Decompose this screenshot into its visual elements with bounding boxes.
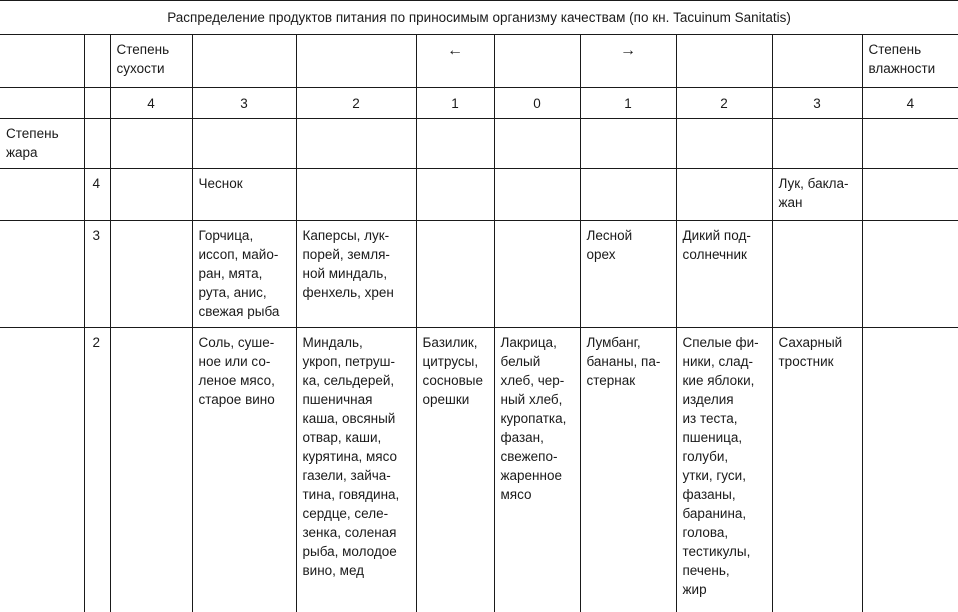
- table-cell: [862, 169, 958, 221]
- scale-value: 0: [494, 88, 580, 119]
- table-cell: [110, 328, 192, 612]
- table-cell: Дикий под- солнечник: [676, 221, 772, 328]
- heat-empty-cell: [494, 119, 580, 169]
- heat-empty-cell: [84, 119, 110, 169]
- header-empty-cell: [772, 35, 862, 88]
- title-row: [0, 1, 958, 35]
- heat-empty-cell: [580, 119, 676, 169]
- table-row: [0, 221, 958, 328]
- table-cell: [296, 169, 416, 221]
- heat-empty-cell: [772, 119, 862, 169]
- table-cell: [862, 221, 958, 328]
- table-cell: [772, 221, 862, 328]
- heat-empty-cell: [862, 119, 958, 169]
- scale-value: 3: [772, 88, 862, 119]
- table-cell: Горчица, иссоп, майо- ран, мята, рута, анис, свежая рыба: [192, 221, 296, 328]
- table-cell: [416, 169, 494, 221]
- header-empty-cell: [0, 35, 84, 88]
- table-cell: Каперсы, лук- порей, земля- ной миндаль, фенхель, хрен: [296, 221, 416, 328]
- row-label-cell: [0, 221, 84, 328]
- table-row: [0, 169, 958, 221]
- table-cell: [416, 221, 494, 328]
- header-row: [0, 35, 958, 88]
- table-cell: [110, 221, 192, 328]
- heat-label-row: [0, 119, 958, 169]
- heat-degree: 4: [84, 169, 110, 221]
- table-cell: Лакрица, белый хлеб, чер- ный хлеб, куропатка, фазан, свежепо- жаренное мясо: [494, 328, 580, 612]
- heat-degree: 3: [84, 221, 110, 328]
- heat-label: Степень жара: [0, 119, 84, 169]
- table-cell: Базилик, цитрусы, сосновые орешки: [416, 328, 494, 612]
- table-cell: Миндаль, укроп, петруш- ка, сельдерей, пшеничная каша, овсяный отвар, каши, курятина, мясо газели, зайча- тина, говядина, сердце, селе- зенка, соленая рыба, молодое вино, мед: [296, 328, 416, 612]
- row-label-cell: [0, 169, 84, 221]
- heat-empty-cell: [416, 119, 494, 169]
- moisture-label: Степень влажности: [862, 35, 958, 88]
- table-cell: Сахарный тростник: [772, 328, 862, 612]
- scale-empty-cell: [84, 88, 110, 119]
- table-cell: [494, 169, 580, 221]
- table-cell: Чеснок: [192, 169, 296, 221]
- dryness-label: Степень сухости: [110, 35, 192, 88]
- table-cell: Соль, суше- ное или со- леное мясо, старое вино: [192, 328, 296, 612]
- header-empty-cell: [84, 35, 110, 88]
- table-cell: Спелые фи- ники, слад- кие яблоки, изделия из теста, пшеница, голуби, утки, гуси, фазаны, баранина, голова, тестикулы, печень, жир: [676, 328, 772, 612]
- table-title: Распределение продуктов питания по приносимым организму качествам (по кн. Tacuinum Sanitatis): [0, 1, 958, 35]
- scale-value: 4: [862, 88, 958, 119]
- header-empty-cell: [192, 35, 296, 88]
- header-empty-cell: [296, 35, 416, 88]
- table-cell: [494, 221, 580, 328]
- left-arrow-icon: ←: [416, 35, 494, 88]
- scale-value: 2: [296, 88, 416, 119]
- header-empty-cell: [494, 35, 580, 88]
- right-arrow-icon: →: [580, 35, 676, 88]
- table-cell: Лук, бакла- жан: [772, 169, 862, 221]
- scale-value: 1: [580, 88, 676, 119]
- table-cell: [110, 169, 192, 221]
- heat-empty-cell: [110, 119, 192, 169]
- scale-row: [0, 88, 958, 119]
- row-label-cell: [0, 328, 84, 612]
- table-cell: Лесной орех: [580, 221, 676, 328]
- table-cell: [676, 169, 772, 221]
- heat-empty-cell: [296, 119, 416, 169]
- scale-value: 4: [110, 88, 192, 119]
- scale-value: 2: [676, 88, 772, 119]
- heat-empty-cell: [192, 119, 296, 169]
- scale-empty-cell: [0, 88, 84, 119]
- table-cell: [862, 328, 958, 612]
- table-row: [0, 328, 958, 612]
- heat-empty-cell: [676, 119, 772, 169]
- header-empty-cell: [676, 35, 772, 88]
- table-cell: [580, 169, 676, 221]
- heat-degree: 2: [84, 328, 110, 612]
- scale-value: 1: [416, 88, 494, 119]
- scale-value: 3: [192, 88, 296, 119]
- table-cell: Лумбанг, бананы, па- стернак: [580, 328, 676, 612]
